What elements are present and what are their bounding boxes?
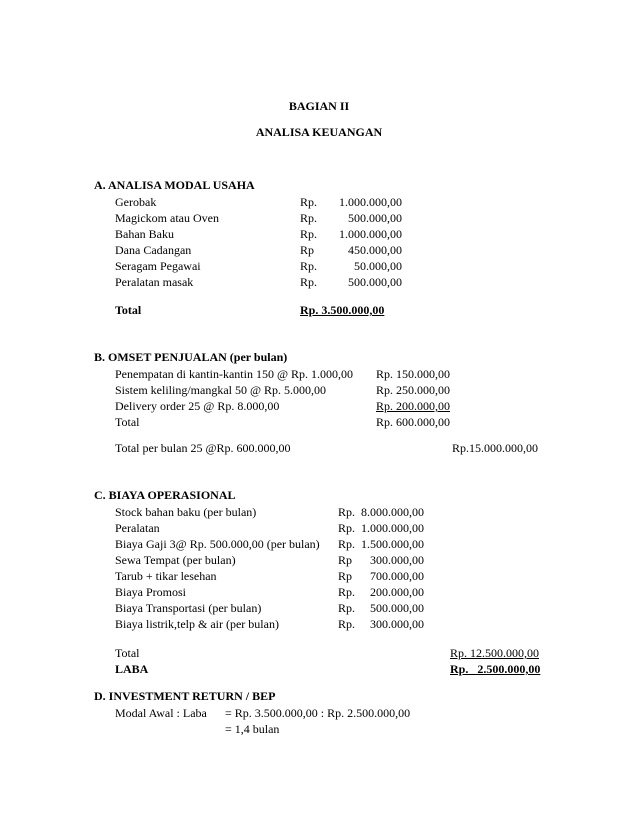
list-item-label: Dana Cadangan <box>115 243 192 257</box>
section-a-total-label: Total <box>115 303 142 317</box>
section-d-line2: = 1,4 bulan <box>225 722 280 736</box>
section-c-total-value: Rp. 12.500.000,00 <box>450 646 540 660</box>
section-b-monthly-label: Total per bulan 25 @Rp. 600.000,00 <box>115 441 291 455</box>
section-d-label: Modal Awal : Laba <box>115 706 207 720</box>
section-c-laba-value: Rp. 2.500.000,00 <box>450 662 541 676</box>
page-subtitle: ANALISA KEUANGAN <box>255 125 383 139</box>
list-item-amount: Rp. 250.000,00 <box>376 383 451 397</box>
list-item-amount: Rp. 600.000,00 <box>376 415 451 429</box>
list-item-label: Seragam Pegawai <box>115 259 201 273</box>
section-d-heading: D. INVESTMENT RETURN / BEP <box>94 689 276 703</box>
list-item-amount: Rp. 200.000,00 <box>376 399 451 413</box>
list-item-label: Biaya Promosi <box>115 585 186 599</box>
list-item-amount: Rp. 1.500.000,00 <box>338 537 424 551</box>
page-title: BAGIAN II <box>288 99 350 113</box>
list-item-label: Biaya listrik,telp & air (per bulan) <box>115 617 279 631</box>
list-item-amount: Rp 300.000,00 <box>338 553 424 567</box>
section-b-monthly-value: Rp.15.000.000,00 <box>452 441 539 455</box>
list-item-label: Tarub + tikar lesehan <box>115 569 217 583</box>
section-a-heading: A. ANALISA MODAL USAHA <box>94 178 255 192</box>
list-item-label: Sewa Tempat (per bulan) <box>115 553 236 567</box>
list-item-amount: Rp. 500.000,00 <box>300 275 402 289</box>
section-b-heading: B. OMSET PENJUALAN (per bulan) <box>94 350 288 364</box>
list-item-amount: Rp 700.000,00 <box>338 569 424 583</box>
list-item-amount: Rp 450.000,00 <box>300 243 402 257</box>
list-item-label: Peralatan <box>115 521 160 535</box>
list-item-label: Delivery order 25 @ Rp. 8.000,00 <box>115 399 280 413</box>
section-c-total-label: Total <box>115 646 140 660</box>
list-item-amount: Rp. 300.000,00 <box>338 617 424 631</box>
list-item-label: Peralatan masak <box>115 275 194 289</box>
list-item-amount: Rp. 500.000,00 <box>338 601 424 615</box>
list-item-label: Magickom atau Oven <box>115 211 219 225</box>
list-item-amount: Rp. 1.000.000,00 <box>300 195 402 209</box>
list-item-amount: Rp. 1.000.000,00 <box>300 227 402 241</box>
list-item-label: Penempatan di kantin-kantin 150 @ Rp. 1.000,00 <box>115 367 354 381</box>
section-c-laba-label: LABA <box>115 662 149 676</box>
list-item-amount: Rp. 150.000,00 <box>376 367 451 381</box>
list-item-amount: Rp. 200.000,00 <box>338 585 424 599</box>
list-item-label: Biaya Gaji 3@ Rp. 500.000,00 (per bulan) <box>115 537 320 551</box>
list-item-label: Sistem keliling/mangkal 50 @ Rp. 5.000,00 <box>115 383 327 397</box>
list-item-amount: Rp. 500.000,00 <box>300 211 402 225</box>
list-item-amount: Rp. 50.000,00 <box>300 259 402 273</box>
list-item-amount: Rp. 1.000.000,00 <box>338 521 424 535</box>
list-item-amount: Rp. 8.000.000,00 <box>338 505 424 519</box>
section-c-heading: C. BIAYA OPERASIONAL <box>94 488 236 502</box>
list-item-label: Gerobak <box>115 195 157 209</box>
list-item-label: Bahan Baku <box>115 227 174 241</box>
list-item-label: Total <box>115 415 140 429</box>
section-a-total-value: Rp. 3.500.000,00 <box>300 303 385 317</box>
section-d-line1: = Rp. 3.500.000,00 : Rp. 2.500.000,00 <box>225 706 411 720</box>
list-item-label: Stock bahan baku (per bulan) <box>115 505 257 519</box>
list-item-label: Biaya Transportasi (per bulan) <box>115 601 262 615</box>
